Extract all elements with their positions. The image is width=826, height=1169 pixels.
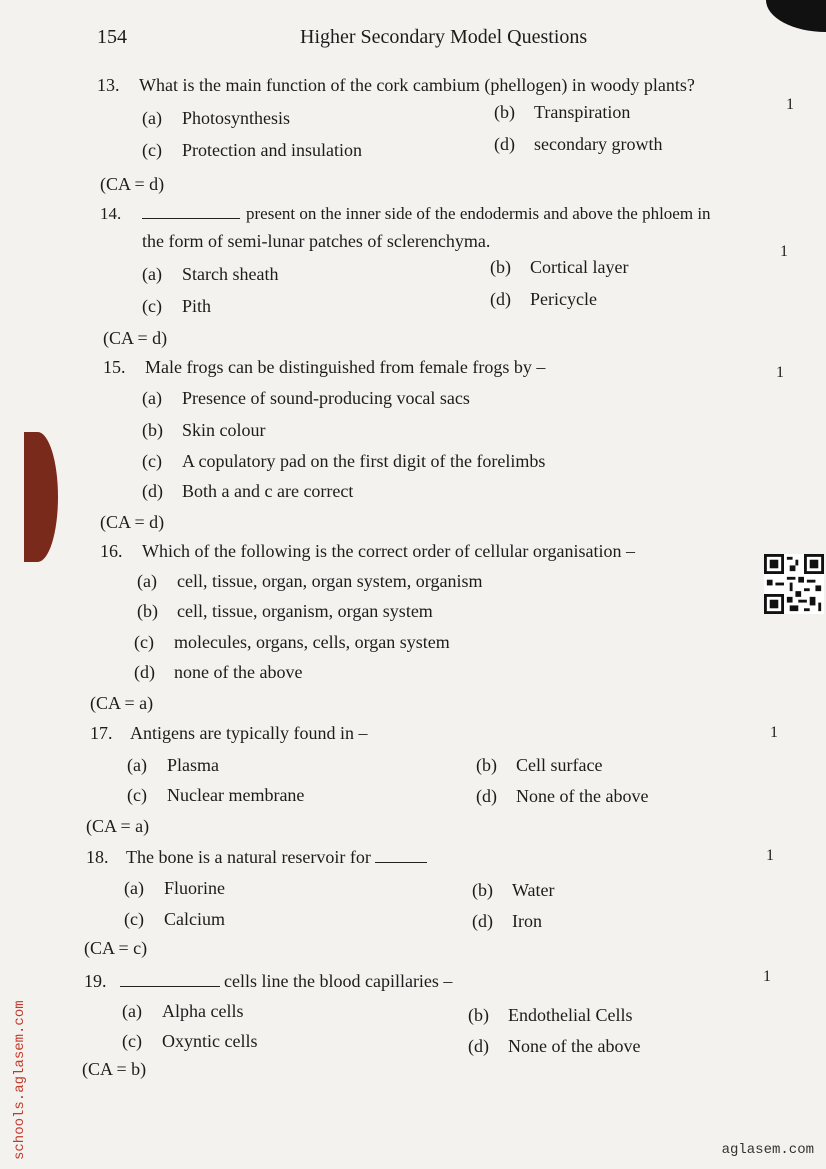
- question-19: [84, 970, 452, 992]
- question-text: Which of the following is the correct order of cellular organisation –: [142, 541, 636, 561]
- option-b: (b) Cortical layer: [490, 257, 629, 277]
- fill-blank: [120, 972, 220, 987]
- correct-answer: (CA = a): [86, 816, 150, 836]
- fill-blank: [375, 848, 427, 863]
- option-b: (b) cell, tissue, organism, organ system: [137, 601, 433, 621]
- question-mark: 1: [786, 96, 794, 113]
- option-a: (a) Alpha cells: [122, 1001, 244, 1021]
- page-number: 154: [97, 26, 127, 48]
- option-a: (a) Fluorine: [124, 878, 225, 898]
- question-15: [103, 356, 545, 378]
- question-mark: 1: [766, 847, 774, 864]
- option-b: (b) Transpiration: [494, 102, 631, 122]
- question-number: 13.: [97, 75, 120, 95]
- side-watermark: schools.aglasem.com: [12, 1000, 28, 1160]
- option-d: (d) None of the above: [476, 786, 649, 806]
- question-14-line-2: the form of semi-lunar patches of sclerenchyma.: [142, 231, 491, 251]
- qr-code: [763, 554, 825, 614]
- option-c: (c) Protection and insulation: [142, 140, 362, 160]
- question-18: [86, 846, 433, 868]
- question-text: cells line the blood capillaries –: [224, 971, 453, 991]
- option-a: (a) Plasma: [127, 755, 219, 775]
- question-text: Antigens are typically found in –: [130, 723, 368, 743]
- option-c: (c) A copulatory pad on the first digit of the forelimbs: [142, 451, 546, 471]
- correct-answer: (CA = d): [100, 174, 165, 194]
- option-d: (d) Iron: [472, 911, 542, 931]
- option-d: (d) Both a and c are correct: [142, 481, 354, 501]
- page-title: Higher Secondary Model Questions: [300, 26, 588, 48]
- option-d: (d) None of the above: [468, 1036, 641, 1056]
- option-c: (c) molecules, organs, cells, organ system: [134, 632, 450, 652]
- question-number: 15.: [103, 357, 126, 377]
- question-number: 16.: [100, 541, 123, 561]
- option-b: (b) Endothelial Cells: [468, 1005, 633, 1025]
- question-number: 14.: [100, 204, 122, 223]
- question-text: Male frogs can be distinguished from female frogs by –: [145, 357, 546, 377]
- correct-answer: (CA = c): [84, 938, 148, 958]
- option-d: (d) secondary growth: [494, 134, 663, 154]
- option-b: (b) Skin colour: [142, 420, 266, 440]
- question-text: present on the inner side of the endodermis and above the phloem in: [246, 204, 711, 223]
- option-c: (c) Calcium: [124, 909, 225, 929]
- correct-answer: (CA = d): [103, 328, 168, 348]
- option-a: (a) cell, tissue, organ, organ system, organism: [137, 571, 483, 591]
- correct-answer: (CA = d): [100, 512, 165, 532]
- question-mark: 1: [776, 364, 784, 381]
- option-a: (a) Starch sheath: [142, 264, 279, 284]
- question-mark: 1: [770, 724, 778, 741]
- correct-answer: (CA = a): [90, 693, 154, 713]
- question-mark: 1: [763, 968, 771, 985]
- question-14: [100, 203, 711, 225]
- question-mark: 1: [780, 243, 788, 260]
- option-c: (c) Oxyntic cells: [122, 1031, 258, 1051]
- edge-stain: [24, 432, 58, 562]
- option-a: (a) Presence of sound-producing vocal sacs: [142, 388, 470, 408]
- option-d: (d) Pericycle: [490, 289, 597, 309]
- question-number: 17.: [90, 723, 113, 743]
- correct-answer: (CA = b): [82, 1059, 147, 1079]
- option-d: (d) none of the above: [134, 662, 303, 682]
- question-text: What is the main function of the cork cambium (phellogen) in woody plants?: [139, 75, 695, 95]
- question-17: [90, 722, 367, 744]
- question-16: [100, 540, 635, 562]
- option-a: (a) Photosynthesis: [142, 108, 291, 128]
- option-c: (c) Pith: [142, 296, 212, 316]
- page-corner-shadow: [766, 0, 826, 32]
- option-c: (c) Nuclear membrane: [127, 785, 305, 805]
- question-text: The bone is a natural reservoir for: [126, 847, 371, 867]
- question-number: 18.: [86, 847, 109, 867]
- bottom-watermark: aglasem.com: [721, 1142, 814, 1158]
- option-b: (b) Cell surface: [476, 755, 603, 775]
- question-number: 19.: [84, 971, 107, 991]
- question-13: [97, 74, 695, 96]
- option-b: (b) Water: [472, 880, 555, 900]
- fill-blank: [142, 204, 240, 219]
